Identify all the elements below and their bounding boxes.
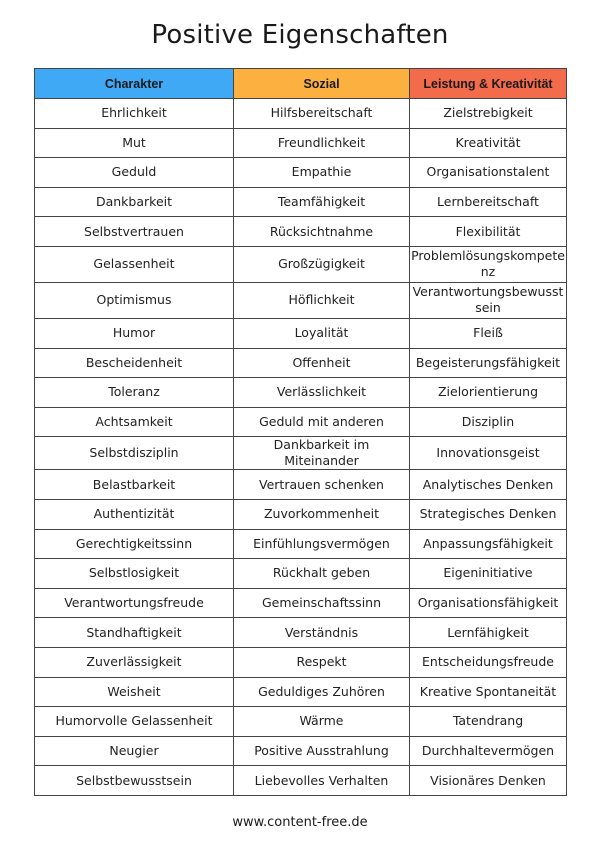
cell-sozial: Teamfähigkeit [234,187,410,217]
table-row [35,318,567,348]
cell-sozial: Liebevolles Verhalten [234,766,410,796]
cell-sozial: Vertrauen schenken [234,470,410,500]
cell-leistung: Kreative Spontaneität [410,677,567,707]
cell-charakter: Mut [35,128,234,158]
footer-website: www.content-free.de [232,815,368,830]
cell-charakter: Selbstlosigkeit [35,559,234,589]
cell-sozial: Hilfsbereitschaft [234,99,410,129]
cell-sozial: Verlässlichkeit [234,378,410,408]
table-row [35,407,567,437]
cell-charakter: Weisheit [35,677,234,707]
cell-sozial: Verständnis [234,618,410,648]
table-row [35,677,567,707]
traits-table [34,68,567,796]
cell-sozial: Respekt [234,647,410,677]
header-sozial: Sozial [234,69,410,99]
table-row [35,499,567,529]
table-row [35,378,567,408]
cell-leistung: Verantwortungsbewusstsein [410,282,567,318]
header-row [35,69,567,99]
cell-leistung: Entscheidungsfreude [410,647,567,677]
cell-sozial: Höflichkeit [234,282,410,318]
cell-charakter: Humor [35,318,234,348]
cell-leistung: Zielstrebigkeit [410,99,567,129]
cell-leistung: Anpassungsfähigkeit [410,529,567,559]
cell-charakter: Standhaftigkeit [35,618,234,648]
cell-sozial: Positive Ausstrahlung [234,736,410,766]
table-row [35,618,567,648]
cell-leistung: Organisationsfähigkeit [410,588,567,618]
table-row [35,766,567,796]
table-row [35,282,567,318]
cell-leistung: Strategisches Denken [410,499,567,529]
cell-charakter: Selbstvertrauen [35,217,234,247]
cell-leistung: Fleiß [410,318,567,348]
cell-sozial: Loyalität [234,318,410,348]
cell-sozial: Rücksichtnahme [234,217,410,247]
table-row [35,128,567,158]
cell-charakter: Selbstbewusstsein [35,766,234,796]
cell-charakter: Optimismus [35,282,234,318]
cell-leistung: Visionäres Denken [410,766,567,796]
table-row [35,217,567,247]
header-charakter: Charakter [35,69,234,99]
cell-sozial: Geduldiges Zuhören [234,677,410,707]
cell-charakter: Bescheidenheit [35,348,234,378]
cell-charakter: Gerechtigkeitssinn [35,529,234,559]
cell-sozial: Zuvorkommenheit [234,499,410,529]
table-row [35,187,567,217]
cell-sozial: Wärme [234,707,410,737]
cell-leistung: Analytisches Denken [410,470,567,500]
table-row [35,736,567,766]
cell-leistung: Disziplin [410,407,567,437]
cell-leistung: Durchhaltevermögen [410,736,567,766]
cell-sozial: Freundlichkeit [234,128,410,158]
cell-leistung: Lernbereitschaft [410,187,567,217]
cell-charakter: Selbstdisziplin [35,437,234,470]
cell-leistung: Innovationsgeist [410,437,567,470]
cell-sozial: Gemeinschaftssinn [234,588,410,618]
cell-leistung: Lernfähigkeit [410,618,567,648]
cell-leistung: Eigeninitiative [410,559,567,589]
cell-charakter: Ehrlichkeit [35,99,234,129]
cell-leistung: Organisationstalent [410,158,567,188]
table-row [35,529,567,559]
page-title: Positive Eigenschaften [151,20,449,50]
table-row [35,246,567,282]
table-row [35,707,567,737]
table-row [35,559,567,589]
cell-charakter: Authentizität [35,499,234,529]
cell-charakter: Geduld [35,158,234,188]
cell-charakter: Zuverlässigkeit [35,647,234,677]
cell-sozial: Geduld mit anderen [234,407,410,437]
cell-leistung: Zielorientierung [410,378,567,408]
cell-leistung: Problemlösungskompetenz [410,246,567,282]
table-row [35,99,567,129]
cell-charakter: Humorvolle Gelassenheit [35,707,234,737]
cell-charakter: Belastbarkeit [35,470,234,500]
cell-charakter: Neugier [35,736,234,766]
header-leistung-kreativitaet: Leistung & Kreativität [410,69,567,99]
table-row [35,470,567,500]
cell-charakter: Verantwortungsfreude [35,588,234,618]
cell-charakter: Achtsamkeit [35,407,234,437]
table-body [35,99,567,796]
cell-charakter: Gelassenheit [35,246,234,282]
cell-leistung: Tatendrang [410,707,567,737]
cell-charakter: Toleranz [35,378,234,408]
cell-leistung: Begeisterungsfähigkeit [410,348,567,378]
cell-sozial: Rückhalt geben [234,559,410,589]
table-row [35,158,567,188]
cell-sozial: Dankbarkeit im Miteinander [234,437,410,470]
cell-charakter: Dankbarkeit [35,187,234,217]
table-row [35,647,567,677]
cell-sozial: Empathie [234,158,410,188]
cell-sozial: Großzügigkeit [234,246,410,282]
cell-leistung: Flexibilität [410,217,567,247]
table-header [35,69,567,99]
table-row [35,437,567,470]
cell-leistung: Kreativität [410,128,567,158]
table-row [35,348,567,378]
cell-sozial: Einfühlungsvermögen [234,529,410,559]
table-row [35,588,567,618]
cell-sozial: Offenheit [234,348,410,378]
